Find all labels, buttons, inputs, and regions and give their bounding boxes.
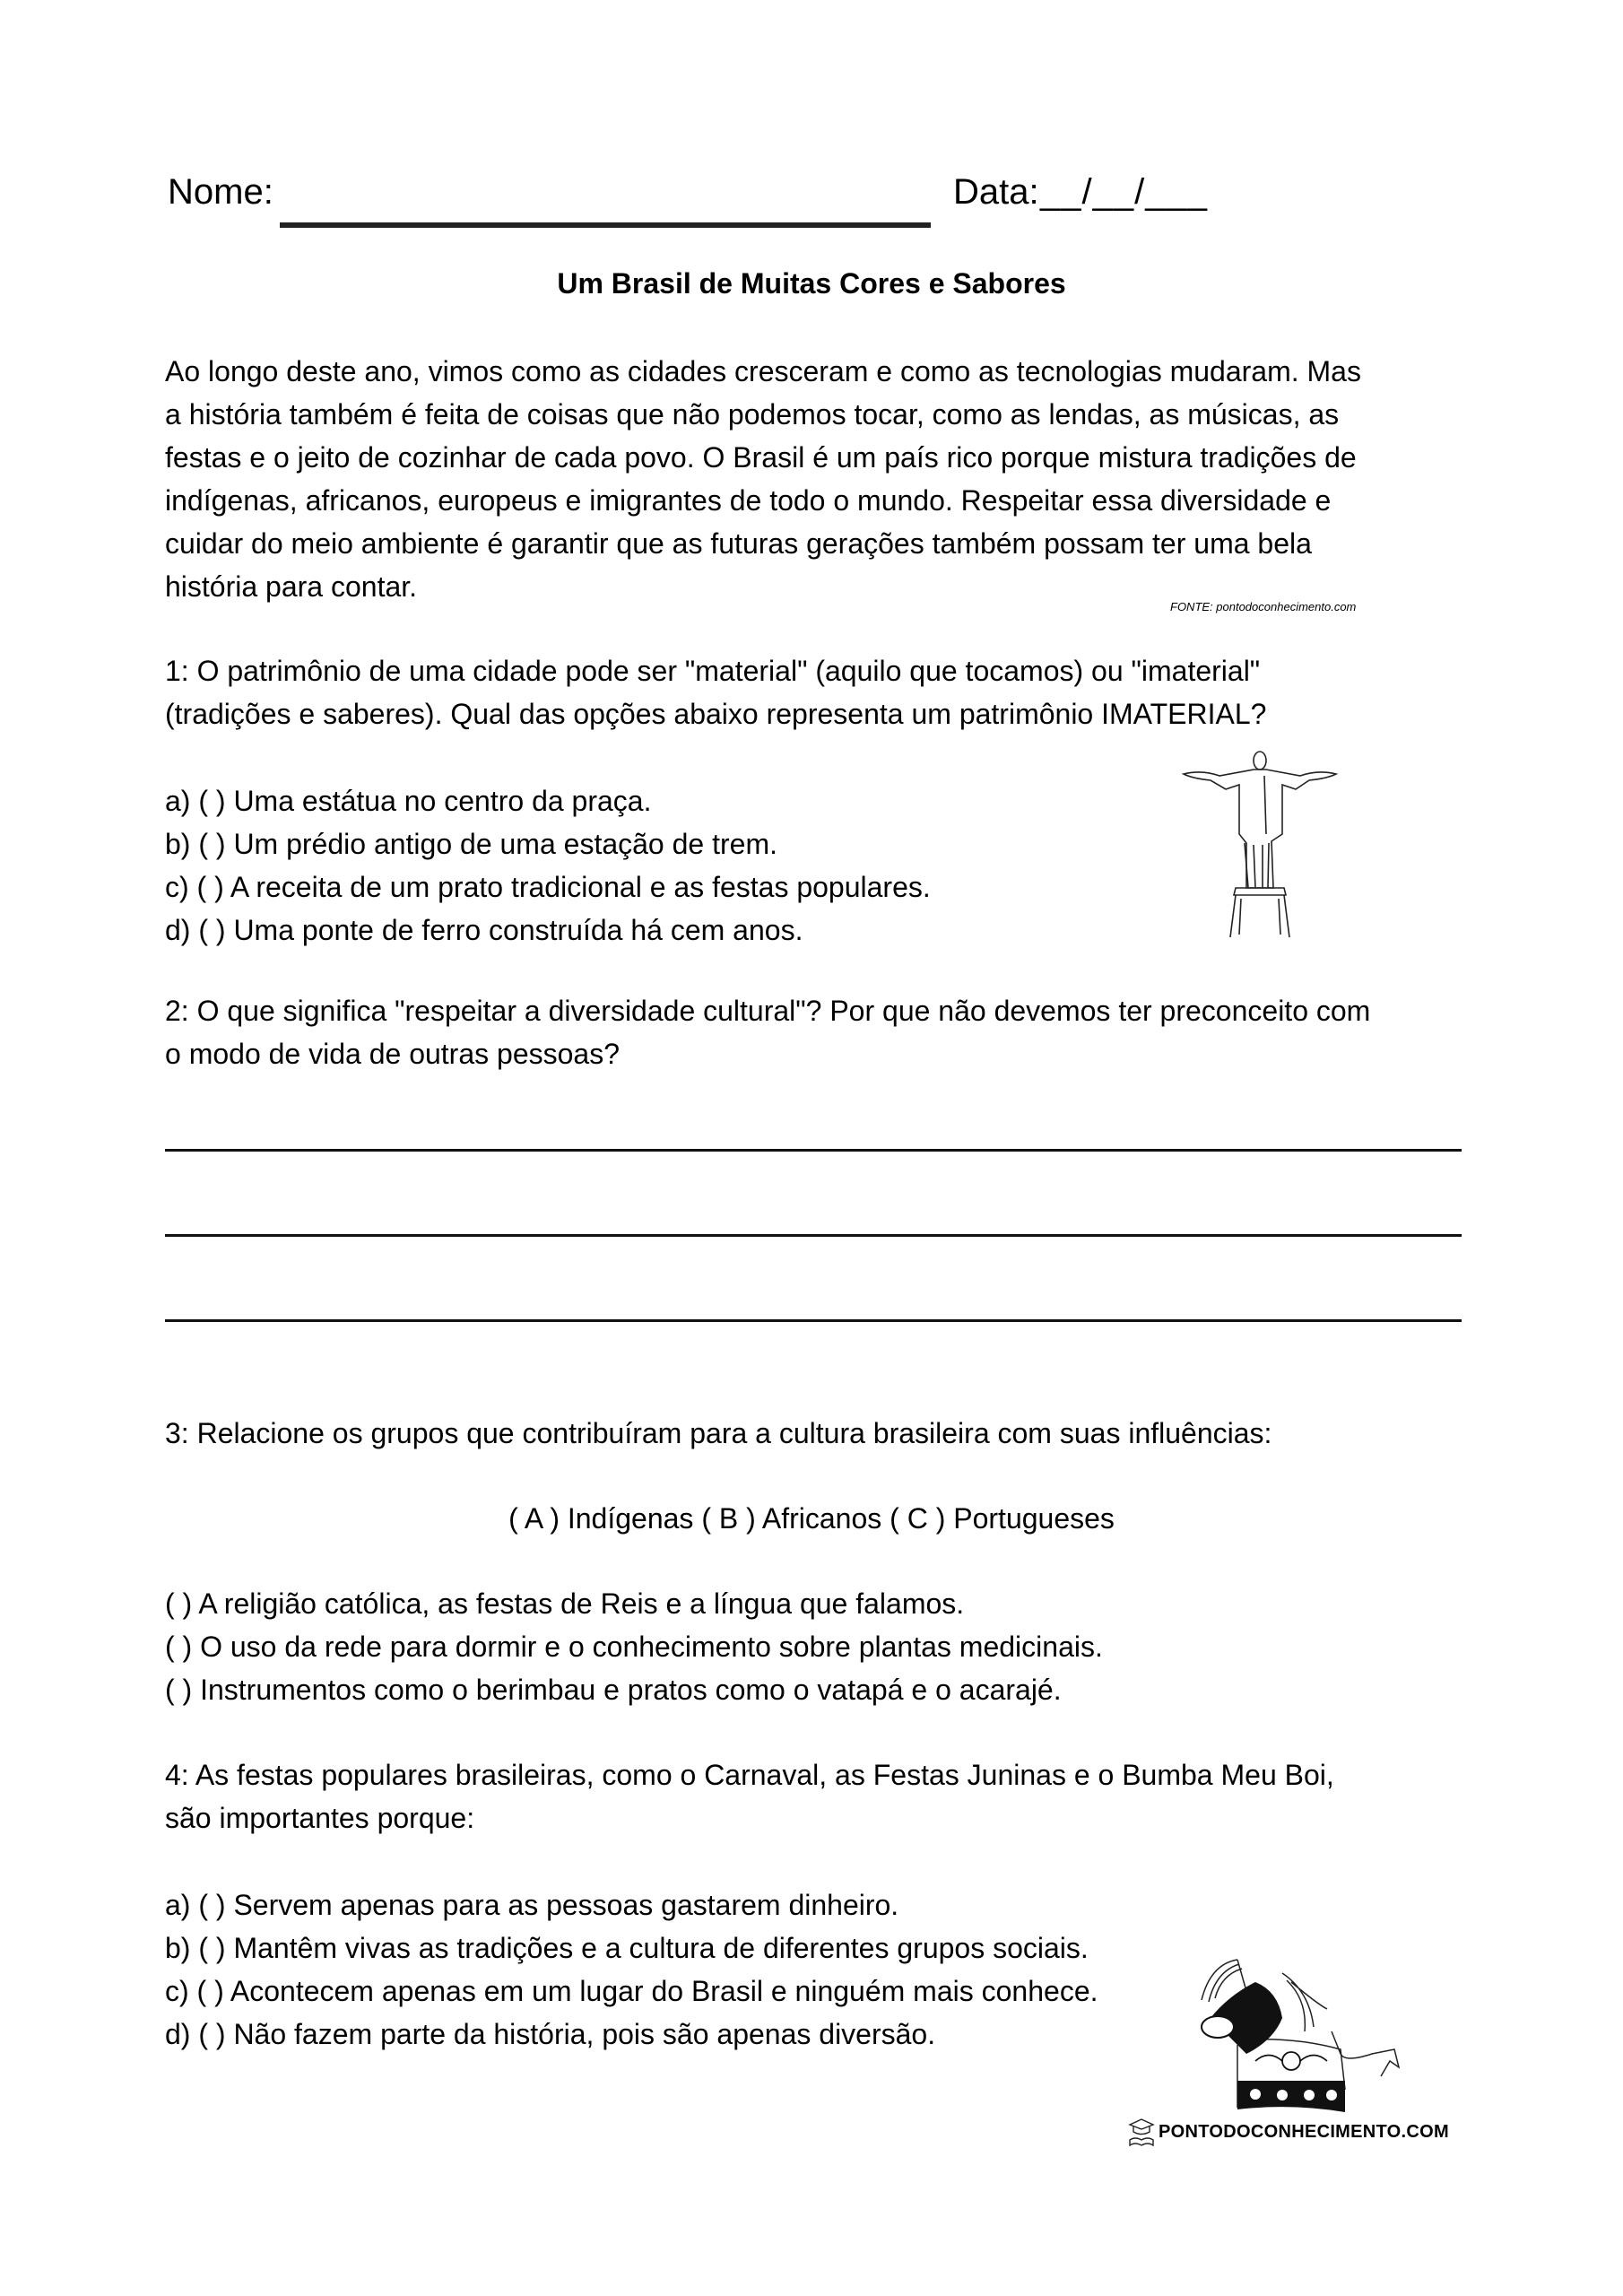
match-item[interactable]: ( ) Instrumentos como o berimbau e pratos como o vatapá e o acarajé. xyxy=(165,1674,1062,1706)
question-text: o modo de vida de outras pessoas? xyxy=(165,1038,620,1070)
option-c[interactable]: c) ( ) A receita de um prato tradicional e as festas populares. xyxy=(165,871,931,903)
christ-statue-icon xyxy=(1175,744,1345,946)
name-field[interactable] xyxy=(280,222,931,228)
question-1 xyxy=(165,649,1266,735)
question-4 xyxy=(165,1753,1334,1839)
question-text: (tradições e saberes). Qual das opções abaixo representa um patrimônio IMATERIAL? xyxy=(165,698,1267,730)
intro-paragraph xyxy=(165,350,1361,608)
question-3-items xyxy=(165,1582,1103,1711)
option-b[interactable]: b) ( ) Um prédio antigo de uma estação de trem. xyxy=(165,828,777,860)
group-legend: ( A ) Indígenas ( B ) Africanos ( C ) Portugueses xyxy=(508,1502,1115,1535)
intro-line: festas e o jeito de cozinhar de cada povo. O Brasil é um país rico porque mistura tradições de xyxy=(165,441,1357,474)
question-2 xyxy=(165,989,1370,1075)
page-title: Um Brasil de Muitas Cores e Sabores xyxy=(557,267,1066,300)
date-label: Data: xyxy=(953,172,1039,212)
graduate-book-icon xyxy=(1128,2117,1155,2147)
question-4-options xyxy=(165,1883,1098,2056)
question-text: 4: As festas populares brasileiras, como o Carnaval, as Festas Juninas e o Bumba Meu Boi, xyxy=(165,1759,1334,1791)
logo-text: PONTODOCONHECIMENTO.COM xyxy=(1159,2121,1449,2142)
intro-line: história para contar. xyxy=(165,570,418,603)
option-a[interactable]: a) ( ) Uma estátua no centro da praça. xyxy=(165,785,652,817)
question-text: são importantes porque: xyxy=(165,1802,475,1834)
answer-line-3[interactable] xyxy=(165,1319,1462,1322)
footer-logo xyxy=(1128,2117,1449,2147)
intro-line: indígenas, africanos, europeus e imigrantes de todo o mundo. Respeitar essa diversidade e xyxy=(165,484,1332,517)
match-item[interactable]: ( ) A religião católica, as festas de Reis e a língua que falamos. xyxy=(165,1587,965,1620)
intro-line: a história também é feita de coisas que não podemos tocar, como as lendas, as músicas, as xyxy=(165,398,1340,430)
option-d[interactable]: d) ( ) Uma ponte de ferro construída há cem anos. xyxy=(165,914,803,946)
bumba-meu-boi-icon xyxy=(1184,1955,1444,2117)
intro-line: cuidar do meio ambiente é garantir que as futuras gerações também possam ter uma bela xyxy=(165,527,1312,560)
name-label: Nome: xyxy=(168,172,273,212)
option-b[interactable]: b) ( ) Mantêm vivas as tradições e a cultura de diferentes grupos sociais. xyxy=(165,1932,1089,1964)
date-field[interactable]: __/__/___ xyxy=(1040,172,1208,212)
answer-line-1[interactable] xyxy=(165,1149,1462,1152)
question-text: 1: O patrimônio de uma cidade pode ser "material" (aquilo que tocamos) ou "imaterial" xyxy=(165,655,1261,687)
intro-line: Ao longo deste ano, vimos como as cidades cresceram e como as tecnologias mudaram. Mas xyxy=(165,355,1361,387)
source-note: FONTE: pontodoconhecimento.com xyxy=(1170,600,1357,613)
option-c[interactable]: c) ( ) Acontecem apenas em um lugar do Brasil e ninguém mais conhece. xyxy=(165,1975,1098,2007)
question-text: 2: O que significa "respeitar a diversidade cultural"? Por que não devemos ter preconceito com xyxy=(165,995,1371,1027)
answer-line-2[interactable] xyxy=(165,1234,1462,1237)
option-d[interactable]: d) ( ) Não fazem parte da história, pois são apenas diversão. xyxy=(165,2018,936,2050)
question-3: 3: Relacione os grupos que contribuíram para a cultura brasileira com suas influências: xyxy=(165,1417,1272,1449)
match-item[interactable]: ( ) O uso da rede para dormir e o conhecimento sobre plantas medicinais. xyxy=(165,1631,1103,1663)
option-a[interactable]: a) ( ) Servem apenas para as pessoas gastarem dinheiro. xyxy=(165,1889,899,1921)
question-1-options xyxy=(165,779,931,952)
